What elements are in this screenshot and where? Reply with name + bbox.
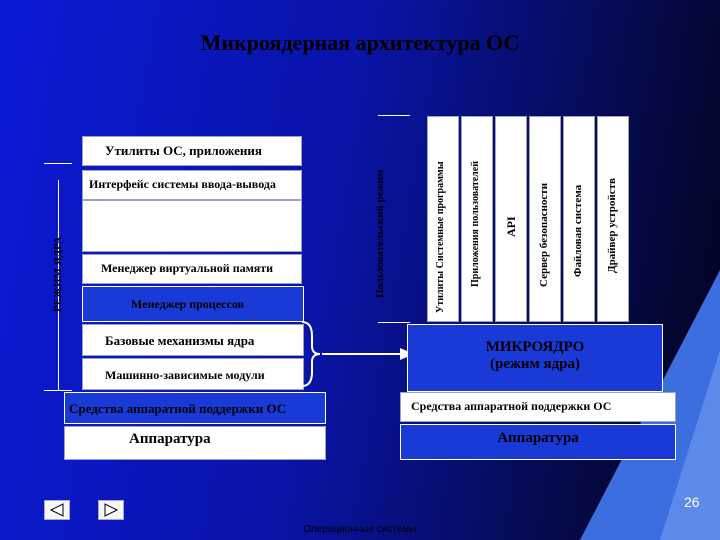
service-device-driver: Драйвер устройств <box>597 116 629 322</box>
nav-forward-icon <box>102 503 120 517</box>
user-bracket-bottom <box>378 322 410 323</box>
nav-forward-button[interactable] <box>98 500 124 520</box>
service-user-apps: Приложения пользователей <box>461 116 493 322</box>
layer-process-manager: Менеджер процессов <box>82 286 304 322</box>
kernel-bracket-bottom <box>44 390 72 391</box>
layer-machine-dependent: Машинно-зависимые модули <box>82 358 304 390</box>
user-mode-label: Пользовательский режим <box>374 169 386 298</box>
micro-hardware: Аппаратура <box>400 424 676 460</box>
page-number: 26 <box>684 494 700 510</box>
layer-kernel-mechanisms: Базовые механизмы ядра <box>82 324 304 356</box>
slide-title: Микроядерная архитектура ОС <box>200 30 520 55</box>
service-api: API <box>495 116 527 322</box>
layer-blank <box>82 200 302 252</box>
layer-utilities: Утилиты ОС, приложения <box>82 136 302 166</box>
layer-hw-support: Средства аппаратной поддержки ОС <box>64 392 326 424</box>
kernel-mode-label: РЕЖИМ ЯДРА <box>52 236 64 312</box>
microkernel-title: МИКРОЯДРО <box>485 339 585 355</box>
nav-back-icon <box>48 503 66 517</box>
service-utilities: Утилиты Системные программы <box>427 116 459 322</box>
layer-hardware: Аппаратура <box>64 426 326 460</box>
footer-text: Операционные системы <box>303 524 417 535</box>
layer-io-interface: Интерфейс системы ввода-вывода <box>82 170 302 200</box>
micro-hw-support: Средства аппаратной поддержки ОС <box>400 392 676 422</box>
kernel-bracket-top <box>44 163 72 164</box>
nav-back-button[interactable] <box>44 500 70 520</box>
user-bracket-top <box>378 115 410 116</box>
service-file-system: Файловая система <box>563 116 595 322</box>
microkernel-block <box>407 324 663 392</box>
service-security-server: Сервер безопасности <box>529 116 561 322</box>
layer-virtual-memory: Менеджер виртуальной памяти <box>82 254 302 284</box>
brace-arrow <box>296 318 416 390</box>
microkernel-subtitle: (режим ядра) <box>489 356 581 372</box>
